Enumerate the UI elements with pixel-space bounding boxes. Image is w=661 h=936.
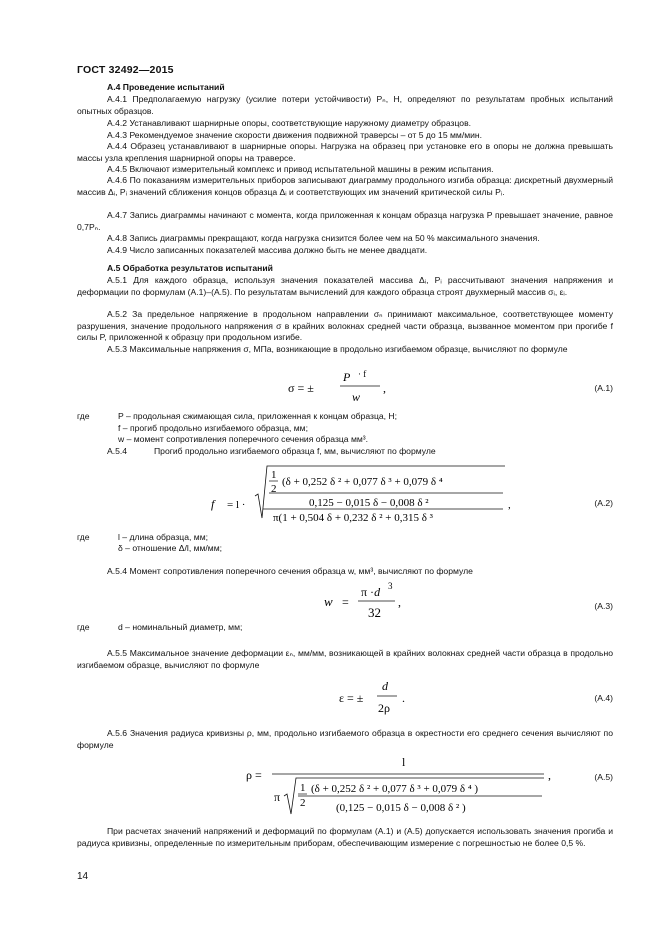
where-item-w: w – момент сопротивления поперечного сечения образца мм³. <box>118 434 369 444</box>
equation-a5 <box>244 752 560 816</box>
document-header: ГОСТ 32492—2015 <box>77 64 174 76</box>
svg-text:2ρ: 2ρ <box>378 701 390 715</box>
svg-text:32: 32 <box>368 605 381 620</box>
para-a4-8: А.4.8 Запись диаграммы прекращают, когда нагрузка снизится более чем на 50 % максимального значения. <box>107 233 540 243</box>
para-a5-5: А.5.5 Максимальное значение деформации εₙ, мм/мм, возникающей в крайних волокнах средней части образца в продольно изгибаемом образце, вычисляют по формуле <box>77 648 613 670</box>
para-a5-4b: А.5.4 Момент сопротивления поперечного сечения образца w, мм³, вычисляют по формуле <box>107 566 473 576</box>
svg-text:0,125 − 0,015 δ − 0,008 δ ²: 0,125 − 0,015 δ − 0,008 δ ² <box>309 497 429 509</box>
svg-text:1: 1 <box>300 782 306 794</box>
where-label-1: где <box>77 411 90 421</box>
svg-text:(δ + 0,252 δ ² + 0,077 δ ³ + 0: (δ + 0,252 δ ² + 0,077 δ ³ + 0,079 δ ⁴ <box>282 476 443 488</box>
svg-text:σ = ±: σ = ± <box>288 381 314 395</box>
svg-text:2: 2 <box>271 483 277 495</box>
svg-text:=: = <box>342 595 349 609</box>
para-a5-3: А.5.3 Максимальные напряжения σ, МПа, возникающие в продольно изгибаемом образце, вычисляют по формуле <box>107 344 568 354</box>
equation-a4 <box>335 676 415 716</box>
svg-text:.: . <box>402 691 405 705</box>
para-a5-2: А.5.2 За предельное напряжение в продольном направлении σₙ принимают максимальное, соответствующее моменту разрушения, значение продольного напряжения σ в крайних волокнах средней части образца, вызванное моментом при прогибе f силы P, приложенной к образцу при продольном изгибе. <box>77 309 613 343</box>
svg-text:1: 1 <box>271 469 277 481</box>
svg-text:· f: · f <box>358 369 367 379</box>
svg-text:,: , <box>508 499 511 511</box>
para-a5-1: А.5.1 Для каждого образца, используя значения показателей массива Δᵢ, Pᵢ рассчитывают значения напряжения и деформации по формулам (А.1)–(А.5). По результатам вычислений для каждого образца строят двухмерный массив σᵢ, εᵢ. <box>77 275 613 297</box>
para-a4-7: А.4.7 Запись диаграммы начинают с момента, когда приложенная к концам образца нагрузка P превышает значение, равное 0,7Pₙ. <box>77 210 613 232</box>
svg-text:(δ + 0,252 δ ² + 0,077 δ ³ + 0: (δ + 0,252 δ ² + 0,077 δ ³ + 0,079 δ ⁴ ) <box>311 783 479 795</box>
para-a4-4: А.4.4 Образец устанавливают в шарнирные опоры. Нагрузка на образец при установке его в опоры не должна превышать массы узла крепления шарнирной опоры на траверсе. <box>77 141 613 163</box>
para-a4-3: А.4.3 Рекомендуемое значение скорости движения подвижной траверсы – от 5 до 15 мм/мин. <box>107 130 483 140</box>
svg-text:w: w <box>324 594 333 609</box>
svg-text:P: P <box>343 370 351 384</box>
equation-a1 <box>280 368 420 404</box>
para-a4-6: А.4.6 По показаниям измерительных приборов записывают диаграмму продольного изгиба образца: дискретный двухмерный массив Δᵢ, Pᵢ значений сближения концов образца Δᵢ и соответствующих им значений критической силы Pᵢ. <box>77 175 613 197</box>
equation-a1-number: (А.1) <box>594 383 613 393</box>
svg-text:ρ =: ρ = <box>246 768 262 782</box>
para-a5-4: Прогиб продольно изгибаемого образца f, мм, вычисляют по формуле <box>154 446 436 456</box>
page-number: 14 <box>77 871 89 882</box>
svg-text:= l ·: = l · <box>227 499 246 511</box>
where-item-d: d – номинальный диаметр, мм; <box>118 622 243 632</box>
svg-text:(0,125 − 0,015 δ − 0,008 δ ² ): (0,125 − 0,015 δ − 0,008 δ ² ) <box>336 802 466 814</box>
svg-text:l: l <box>402 755 406 769</box>
equation-a3 <box>320 580 410 622</box>
svg-text:f: f <box>211 497 215 511</box>
svg-text:2: 2 <box>300 797 306 809</box>
svg-text:ε = ±: ε = ± <box>339 691 364 705</box>
where-item-l: l – длина образца, мм; <box>118 532 208 542</box>
svg-text:π ·d: π ·d <box>361 585 381 599</box>
equation-a2 <box>205 462 520 524</box>
para-a5-4-number: А.5.4 <box>107 446 128 456</box>
equation-a2-number: (А.2) <box>594 498 613 508</box>
section-a4-title: А.4 Проведение испытаний <box>107 82 225 92</box>
svg-text:w: w <box>352 390 361 404</box>
section-a5-title: А.5 Обработка результатов испытаний <box>107 263 273 273</box>
svg-text:π(1 + 0,504 δ + 0,232 δ ² + 0,: π(1 + 0,504 δ + 0,232 δ ² + 0,315 δ ³ <box>273 512 433 524</box>
svg-text:,: , <box>548 768 551 782</box>
svg-text:3: 3 <box>388 581 393 591</box>
svg-text:,: , <box>398 595 401 609</box>
where-item-delta: δ – отношение Δ/l, мм/мм; <box>118 543 222 553</box>
where-label-2: где <box>77 532 90 542</box>
svg-text:d: d <box>382 679 388 693</box>
equation-a3-number: (А.3) <box>594 601 613 611</box>
where-item-f: f – прогиб продольно изгибаемого образца, мм; <box>118 423 308 433</box>
para-a5-6: А.5.6 Значения радиуса кривизны ρ, мм, продольно изгибаемого образца в окрестности его среднего сечения вычисляют по формуле <box>77 728 613 750</box>
para-a4-5: А.4.5 Включают измерительный комплекс и привод испытательной машины в режим испытания. <box>107 164 494 174</box>
para-a4-9: А.4.9 Число записанных показателей массива должно быть не менее двадцати. <box>107 245 428 255</box>
svg-text:,: , <box>383 381 386 395</box>
svg-text:π: π <box>274 790 281 804</box>
equation-a5-number: (А.5) <box>594 772 613 782</box>
para-a4-1: А.4.1 Предполагаемую нагрузку (усилие потери устойчивости) Pₙ, Н, определяют по результатам пробных испытаний опытных образцов. <box>77 94 613 116</box>
where-label-3: где <box>77 622 90 632</box>
equation-a4-number: (А.4) <box>594 693 613 703</box>
para-final-note: При расчетах значений напряжений и деформаций по формулам (А.1) и (А.5) допускается использовать значения прогиба и радиуса кривизны, определенные по измерительным приборам, обеспечивающим измерение с погрешностью не более 0,5 %. <box>77 826 613 848</box>
where-item-p: P – продольная сжимающая сила, приложенная к концам образца, Н; <box>118 411 398 421</box>
para-a4-2: А.4.2 Устанавливают шарнирные опоры, соответствующие наружному диаметру образцов. <box>107 118 472 128</box>
